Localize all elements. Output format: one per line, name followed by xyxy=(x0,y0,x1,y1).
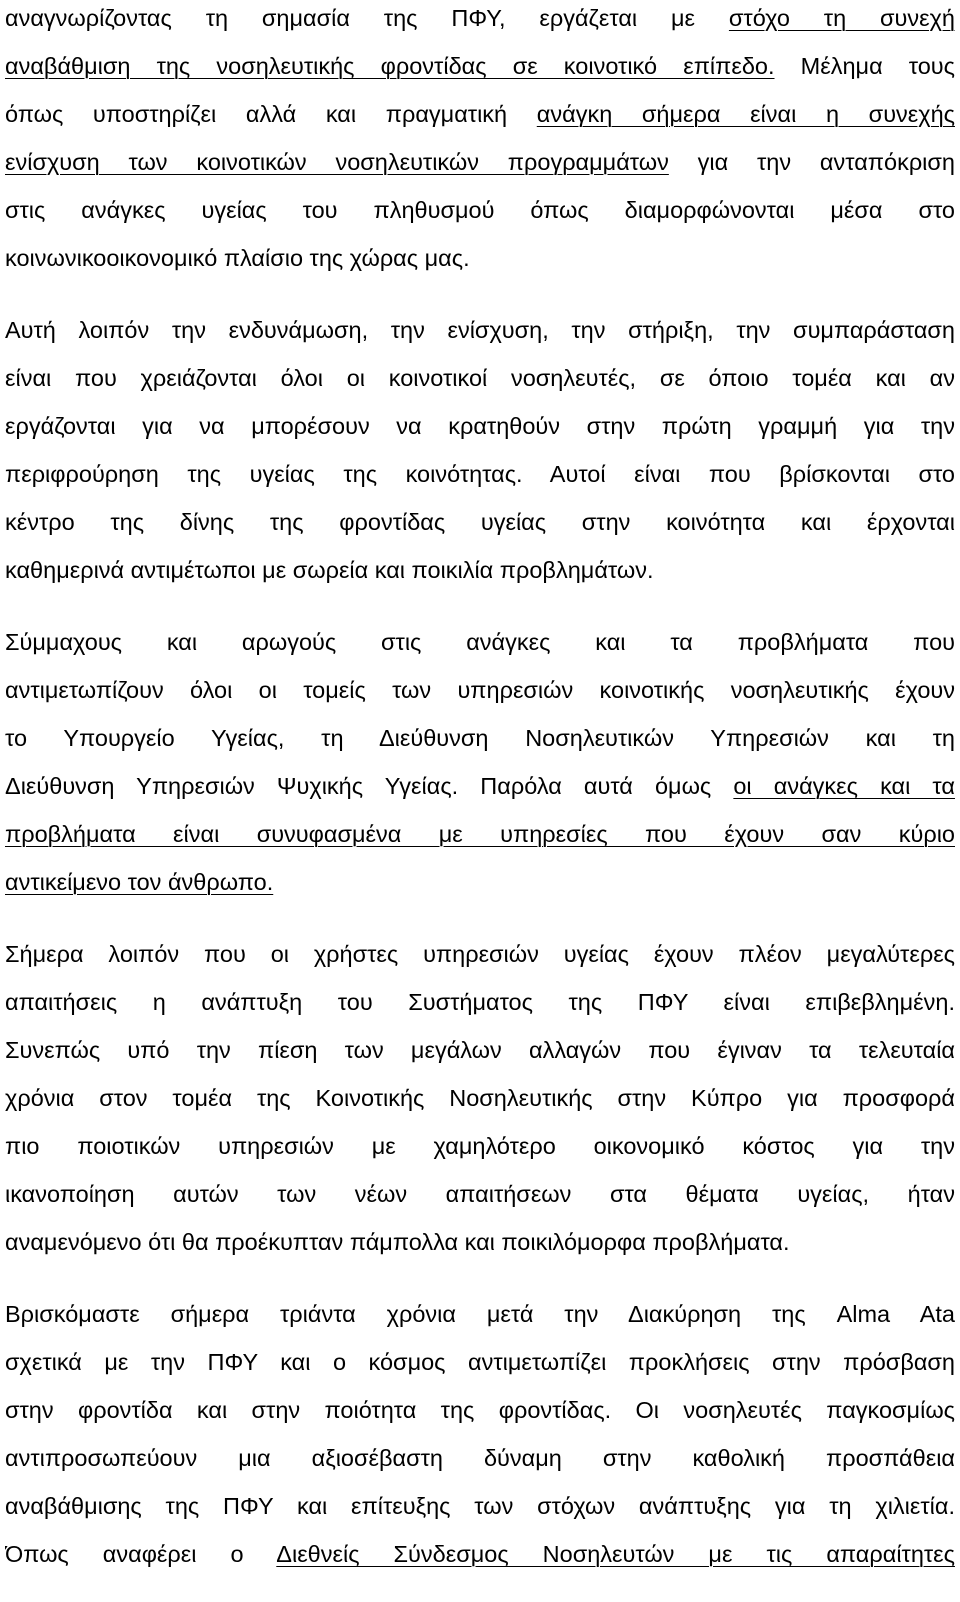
underlined-text: ανάγκη σήμερα είναι η συνεχής xyxy=(536,101,955,127)
text-segment: Βρισκόμαστε σήμερα τριάντα χρόνια μετά την Διακύρηση της Alma Ata xyxy=(5,1301,955,1327)
text-line xyxy=(5,1122,955,1170)
text-line xyxy=(5,810,955,858)
text-line xyxy=(5,1218,955,1266)
paragraph xyxy=(5,306,955,594)
text-line xyxy=(5,1170,955,1218)
underlined-text: Διεθνείς Σύνδεσμος Νοσηλευτών με τις απαραίτητες xyxy=(276,1541,955,1567)
text-line xyxy=(5,498,955,546)
text-line xyxy=(5,138,955,186)
text-line xyxy=(5,450,955,498)
text-segment: Όπως αναφέρει ο xyxy=(5,1541,277,1567)
text-segment: όπως υποστηρίζει αλλά και πραγματική xyxy=(5,101,537,127)
text-segment: Διεύθυνση Υπηρεσιών Ψυχικής Υγείας. Παρόλα αυτά όμως xyxy=(5,773,734,799)
text-segment: περιφρούρηση της υγείας της κοινότητας. Αυτοί είναι που βρίσκονται στο xyxy=(5,461,955,487)
text-segment: το Υπουργείο Υγείας, τη Διεύθυνση Νοσηλευτικών Υπηρεσιών και τη xyxy=(5,725,955,751)
text-line xyxy=(5,0,955,42)
text-line xyxy=(5,1026,955,1074)
text-line xyxy=(5,42,955,90)
text-segment: είναι που χρειάζονται όλοι οι κοινοτικοί νοσηλευτές, σε όποιο τομέα και αν xyxy=(5,365,955,391)
paragraph xyxy=(5,0,955,282)
underlined-text: προβλήματα είναι συνυφασμένα με υπηρεσίες που έχουν σαν κύριο xyxy=(5,821,955,847)
underlined-text: στόχο τη συνεχή xyxy=(728,5,955,31)
paragraph xyxy=(5,930,955,1266)
text-line xyxy=(5,1482,955,1530)
underlined-text: ενίσχυση των κοινοτικών νοσηλευτικών προγραμμάτων xyxy=(5,149,669,175)
text-line xyxy=(5,402,955,450)
text-line xyxy=(5,1530,955,1578)
text-line xyxy=(5,1386,955,1434)
text-segment: αναγνωρίζοντας τη σημασία της ΠΦΥ, εργάζεται με xyxy=(5,5,729,31)
text-segment: καθημερινά αντιμέτωποι με σωρεία και ποικιλία προβλημάτων. xyxy=(5,557,654,583)
text-line xyxy=(5,1338,955,1386)
text-line xyxy=(5,930,955,978)
text-segment: αντιπροσωπεύουν μια αξιοσέβαστη δύναμη στην καθολική προσπάθεια xyxy=(5,1445,955,1471)
text-line xyxy=(5,186,955,234)
text-segment: πιο ποιοτικών υπηρεσιών με χαμηλότερο οικονομικό κόστος για την xyxy=(5,1133,955,1159)
underlined-text: οι ανάγκες και τα xyxy=(733,773,955,799)
paragraph xyxy=(5,1290,955,1578)
text-segment: σχετικά με την ΠΦΥ και ο κόσμος αντιμετωπίζει προκλήσεις στην πρόσβαση xyxy=(5,1349,955,1375)
text-segment: Αυτή λοιπόν την ενδυνάμωση, την ενίσχυση, την στήριξη, την συμπαράσταση xyxy=(5,317,955,343)
text-line xyxy=(5,1074,955,1122)
text-segment: ικανοποίηση αυτών των νέων απαιτήσεων στα θέματα υγείας, ήταν xyxy=(5,1181,955,1207)
text-segment: για την ανταπόκριση xyxy=(668,149,955,175)
paragraph xyxy=(5,618,955,906)
text-segment: Σύμμαχους και αρωγούς στις ανάγκες και τα προβλήματα που xyxy=(5,629,955,655)
text-segment: Σήμερα λοιπόν που οι χρήστες υπηρεσιών υγείας έχουν πλέον μεγαλύτερες xyxy=(5,941,955,967)
text-segment: εργάζονται για να μπορέσουν να κρατηθούν στην πρώτη γραμμή για την xyxy=(5,413,955,439)
text-segment: κοινωνικοοικονομικό πλαίσιο της χώρας μας. xyxy=(5,245,470,271)
text-line xyxy=(5,762,955,810)
text-segment: στις ανάγκες υγείας του πληθυσμού όπως διαμορφώνονται μέσα στο xyxy=(5,197,955,223)
text-segment: αναβάθμισης της ΠΦΥ και επίτευξης των στόχων ανάπτυξης για τη χιλιετία. xyxy=(5,1493,955,1519)
text-segment: κέντρο της δίνης της φροντίδας υγείας στην κοινότητα και έρχονται xyxy=(5,509,955,535)
document-body xyxy=(5,0,955,1602)
text-line xyxy=(5,978,955,1026)
text-line xyxy=(5,234,955,282)
underlined-text: αντικείμενο τον άνθρωπο. xyxy=(5,869,274,895)
text-segment: αναμενόμενο ότι θα προέκυπταν πάμπολλα και ποικιλόμορφα προβλήματα. xyxy=(5,1229,790,1255)
text-segment: στην φροντίδα και στην ποιότητα της φροντίδας. Οι νοσηλευτές παγκοσμίως xyxy=(5,1397,955,1423)
text-segment: Μέλημα τους xyxy=(774,53,955,79)
text-line xyxy=(5,90,955,138)
text-line xyxy=(5,714,955,762)
text-segment: απαιτήσεις η ανάπτυξη του Συστήματος της ΠΦΥ είναι επιβεβλημένη. xyxy=(5,989,955,1015)
text-line xyxy=(5,1434,955,1482)
text-line xyxy=(5,546,955,594)
text-line xyxy=(5,858,955,906)
text-segment: χρόνια στον τομέα της Κοινοτικής Νοσηλευτικής στην Κύπρο για προσφορά xyxy=(5,1085,955,1111)
text-segment: αντιμετωπίζουν όλοι οι τομείς των υπηρεσιών κοινοτικής νοσηλευτικής έχουν xyxy=(5,677,955,703)
text-line xyxy=(5,306,955,354)
text-line xyxy=(5,354,955,402)
text-segment: Συνεπώς υπό την πίεση των μεγάλων αλλαγών που έγιναν τα τελευταία xyxy=(5,1037,955,1063)
text-line xyxy=(5,666,955,714)
text-line xyxy=(5,618,955,666)
underlined-text: αναβάθμιση της νοσηλευτικής φροντίδας σε κοινοτικό επίπεδο. xyxy=(5,53,775,79)
text-line xyxy=(5,1290,955,1338)
